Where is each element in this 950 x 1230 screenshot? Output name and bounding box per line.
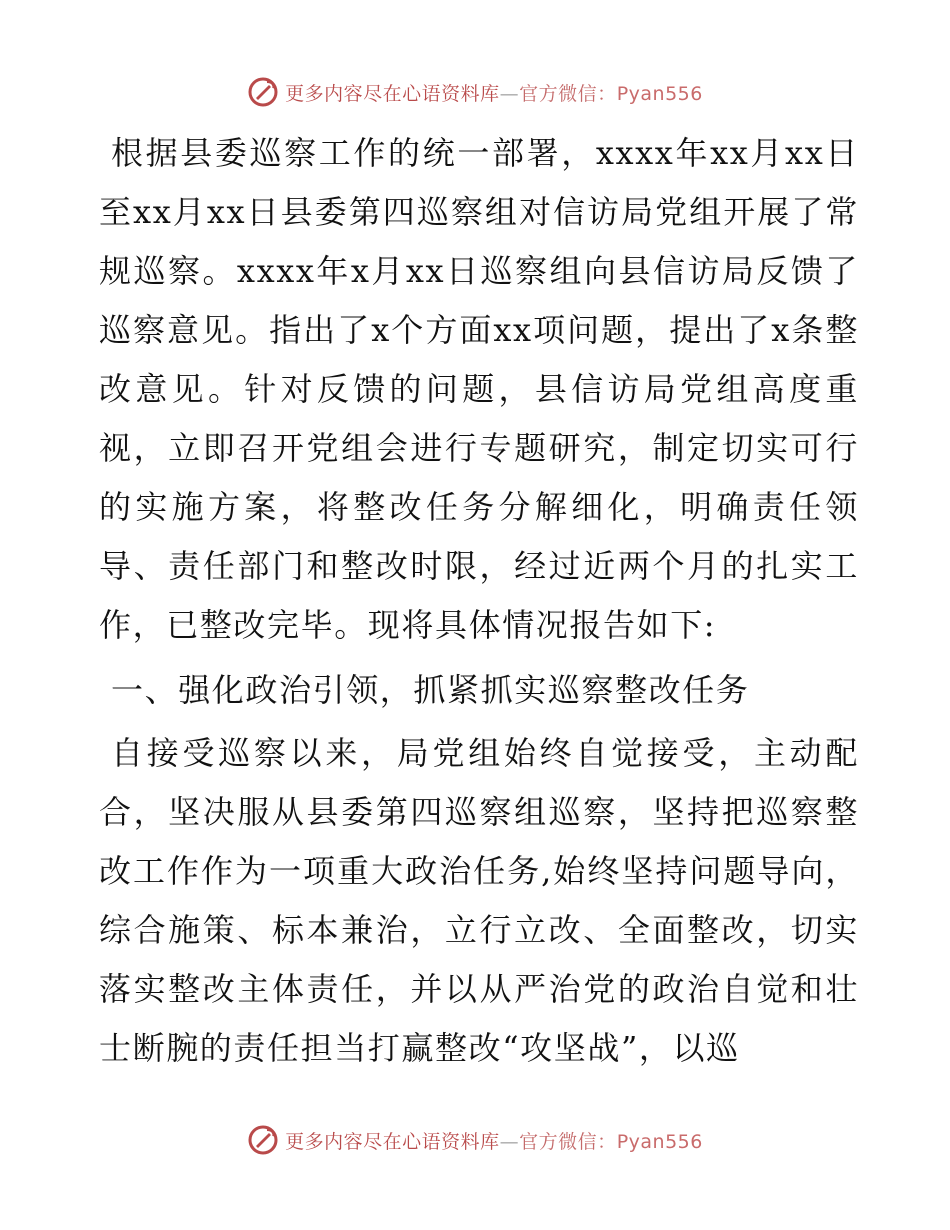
watermark-wechat-id: Pyan556 [616,1130,703,1153]
watermark-text [285,79,703,106]
quill-seal-icon [247,76,279,108]
footer-watermark [0,1120,950,1160]
paragraph-section-1: 自接受巡察以来，局党组始终自觉接受，主动配合，坚决服从县委第四巡察组巡察，坚持把巡察整改工作作为一项重大政治任务,始终坚持问题导向，综合施策、标本兼治，立行立改、全面整改，切实落实整改主体责任，并以从严治党的政治自觉和壮士断腕的责任担当打赢整改“攻坚战”，以巡 [99,734,859,1067]
watermark-label: 官方微信： [519,82,617,105]
watermark-dash: — [499,1130,520,1153]
watermark-dash: — [499,82,520,105]
paragraph-intro: 根据县委巡察工作的统一部署，xxxx年xx月xx日至xx月xx日县委第四巡察组对信访局党组开展了常规巡察。xxxx年x月xx日巡察组向县信访局反馈了巡察意见。指出了x个方面xx项问题，提出了x条整改意见。针对反馈的问题，县信访局党组高度重视，立即召开党组会进行专题研究，制定切实可行的实施方案，将整改任务分解细化，明确责任领导、责任部门和整改时限，经过近两个月的扎实工作，已整改完毕。现将具体情况报告如下: [99,134,859,644]
watermark-label: 官方微信： [519,1130,617,1153]
watermark-text [285,1127,703,1154]
quill-seal-icon [247,1124,279,1156]
watermark-main-text: 更多内容尽在心语资料库 [285,82,500,105]
watermark-wechat-id: Pyan556 [616,82,703,105]
header-watermark [0,72,950,112]
section-heading: 一、强化政治引领，抓紧抓实巡察整改任务 [111,671,750,709]
document-body [99,124,859,1078]
watermark-main-text: 更多内容尽在心语资料库 [285,1130,500,1153]
